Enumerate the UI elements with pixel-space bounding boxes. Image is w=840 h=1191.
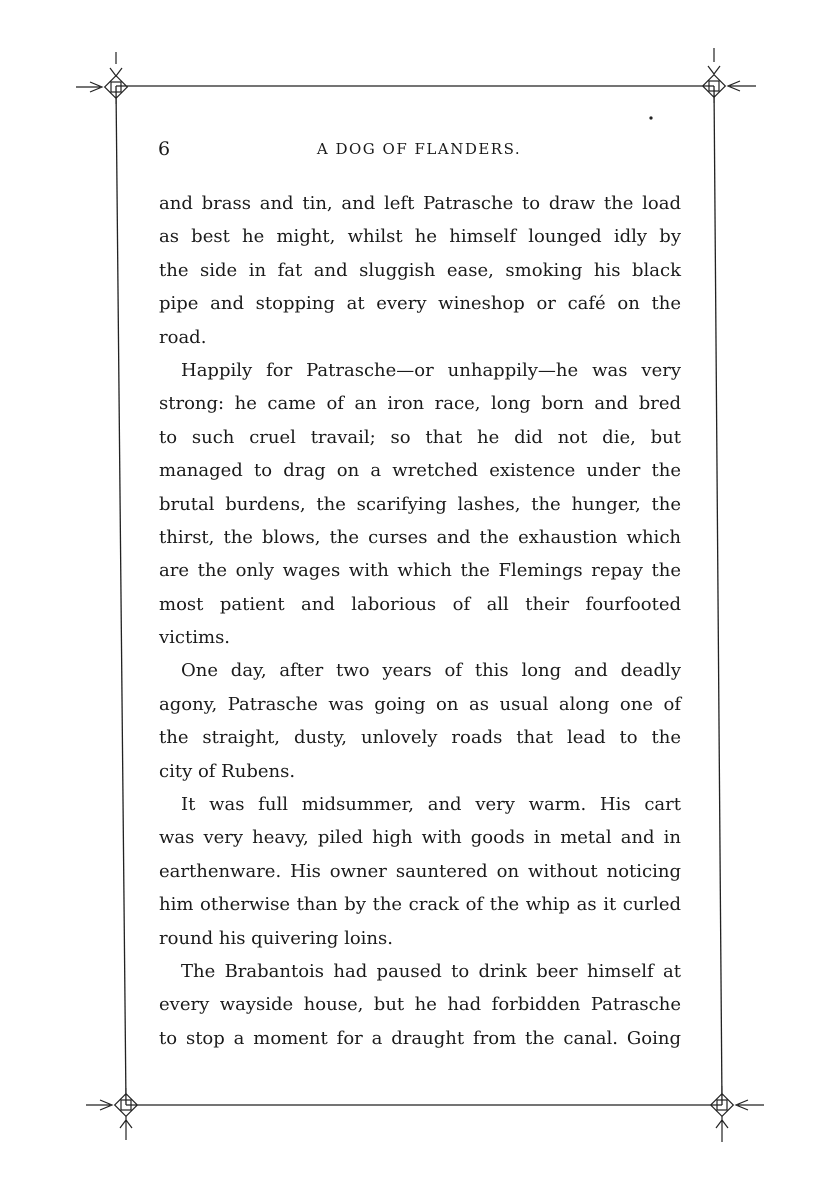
text-line: The Brabantois had paused to drink beer himself at	[181, 960, 681, 982]
paragraph	[159, 788, 681, 955]
text-line: earthenware. His owner sauntered on without noticing	[159, 860, 681, 882]
text-line: are the only wages with which the Flemings repay the	[159, 560, 681, 582]
body-text	[159, 187, 681, 1055]
text-line: as best he might, whilst he himself lounged idly by	[159, 226, 681, 248]
text-line: strong: he came of an iron race, long born and bred	[159, 393, 681, 415]
text-line: One day, after two years of this long and deadly	[181, 660, 681, 682]
paragraph	[159, 187, 681, 354]
text-line: road.	[159, 326, 207, 348]
text-line: thirst, the blows, the curses and the exhaustion which	[159, 526, 681, 548]
frame-left-rule	[116, 86, 126, 1105]
text-line: Happily for Patrasche—or unhappily—he was very	[181, 359, 681, 381]
corner-ornament-top-right	[703, 48, 756, 103]
corner-ornament-top-left	[76, 52, 127, 104]
text-line: managed to drag on a wretched existence under the	[159, 460, 681, 482]
printing-speck	[649, 116, 652, 119]
text-line: to stop a moment for a draught from the canal. Going	[159, 1027, 681, 1049]
text-line: pipe and stopping at every wineshop or café on the	[159, 293, 681, 315]
text-line: city of Rubens.	[159, 760, 296, 782]
page-header	[158, 138, 680, 164]
text-line: every wayside house, but he had forbidden Patrasche	[159, 994, 681, 1016]
frame-right-rule	[714, 86, 722, 1105]
page-number: 6	[158, 138, 171, 160]
text-line: the straight, dusty, unlovely roads that lead to the	[159, 727, 681, 749]
corner-ornament-bottom-left	[86, 1088, 137, 1140]
text-line: him otherwise than by the crack of the whip as it curled	[159, 894, 681, 916]
text-line: victims.	[159, 627, 231, 649]
corner-ornament-bottom-right	[711, 1086, 764, 1142]
text-line: to such cruel travail; so that he did not die, but	[159, 426, 681, 448]
text-line: was very heavy, piled high with goods in metal and in	[159, 827, 681, 849]
running-title: A DOG OF FLANDERS.	[316, 140, 522, 158]
text-line: round his quivering loins.	[159, 927, 393, 949]
text-line: and brass and tin, and left Patrasche to draw the load	[159, 193, 681, 214]
text-line: brutal burdens, the scarifying lashes, the hunger, the	[159, 493, 681, 515]
text-line: the side in fat and sluggish ease, smoking his black	[159, 259, 681, 281]
paragraph	[159, 354, 681, 655]
text-line: most patient and laborious of all their fourfooted	[159, 593, 681, 615]
paragraph	[159, 955, 681, 1055]
text-line: agony, Patrasche was going on as usual along one of	[159, 693, 681, 715]
text-line: It was full midsummer, and very warm. His cart	[181, 794, 681, 816]
paragraph	[159, 654, 681, 788]
